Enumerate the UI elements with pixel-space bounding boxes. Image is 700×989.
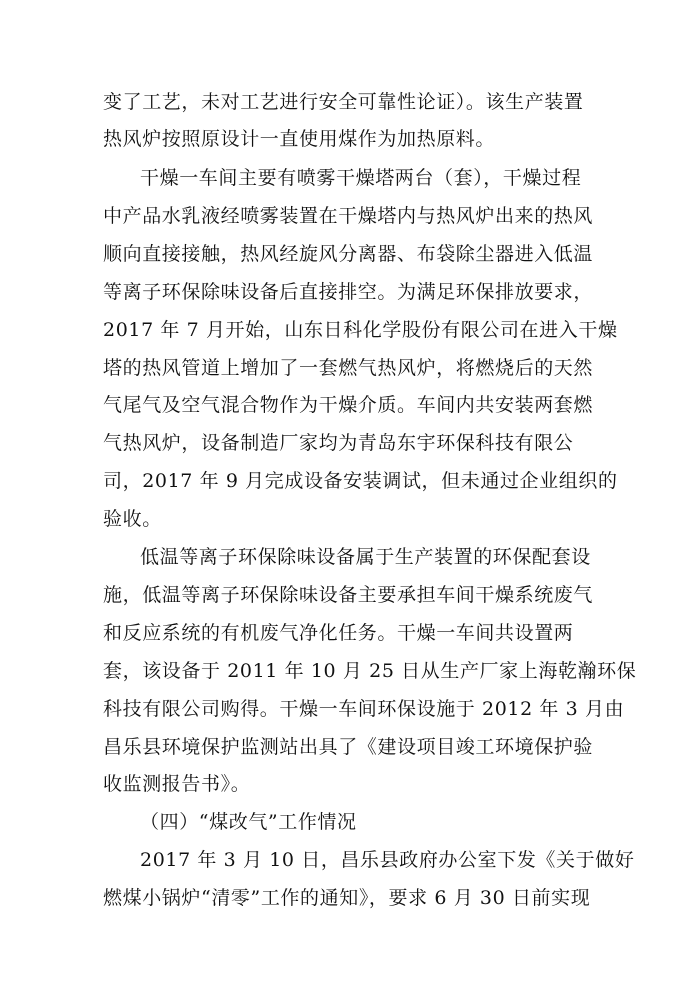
body-text-line: 热风炉按照原设计一直使用煤作为加热原料。: [103, 128, 496, 150]
paragraph-first-line: 干燥一车间主要有喷雾干燥塔两台（套），干燥过程: [140, 167, 582, 189]
body-text-line: 验收。: [103, 508, 162, 530]
body-text-line: 燃煤小锅炉“清零”工作的通知》，要求 6 月 30 日前实现: [103, 887, 591, 909]
body-text-line: 顺向直接接触，热风经旋风分离器、布袋除尘器进入低温: [103, 243, 594, 265]
section-heading: （四）“煤改气”工作情况: [140, 811, 357, 833]
body-text-line: 2017 年 7 月开始，山东日科化学股份有限公司在进入干燥: [103, 319, 618, 341]
body-text-line: 和反应系统的有机废气净化任务。干燥一车间共设置两: [103, 622, 574, 644]
body-text-line: 气热风炉，设备制造厂家均为青岛东宇环保科技有限公: [103, 432, 574, 454]
body-text-line: 气尾气及空气混合物作为干燥介质。车间内共安装两套燃: [103, 394, 594, 416]
paragraph-first-line: 低温等离子环保除味设备属于生产装置的环保配套设: [140, 546, 591, 568]
body-text-line: 中产品水乳液经喷雾装置在干燥塔内与热风炉出来的热风: [103, 205, 594, 227]
body-text-line: 收监测报告书》。: [103, 773, 251, 795]
body-text-line: 套，该设备于 2011 年 10 月 25 日从生产厂家上海乾瀚环保: [103, 660, 637, 682]
body-text-line: 施，低温等离子环保除味设备主要承担车间干燥系统废气: [103, 584, 594, 606]
body-text-line: 变了工艺，未对工艺进行安全可靠性论证）。该生产装置: [103, 91, 584, 113]
paragraph-first-line: 2017 年 3 月 10 日，昌乐县政府办公室下发《关于做好: [140, 849, 635, 871]
body-text-line: 等离子环保除味设备后直接排空。为满足环保排放要求，: [103, 281, 594, 303]
body-text-line: 塔的热风管道上增加了一套燃气热风炉，将燃烧后的天然: [103, 357, 594, 379]
body-text-line: 昌乐县环境保护监测站出具了《建设项目竣工环境保护验: [103, 736, 594, 758]
body-text-line: 司，2017 年 9 月完成设备安装调试，但未通过企业组织的: [103, 470, 618, 492]
body-text-line: 科技有限公司购得。干燥一车间环保设施于 2012 年 3 月由: [103, 698, 625, 720]
